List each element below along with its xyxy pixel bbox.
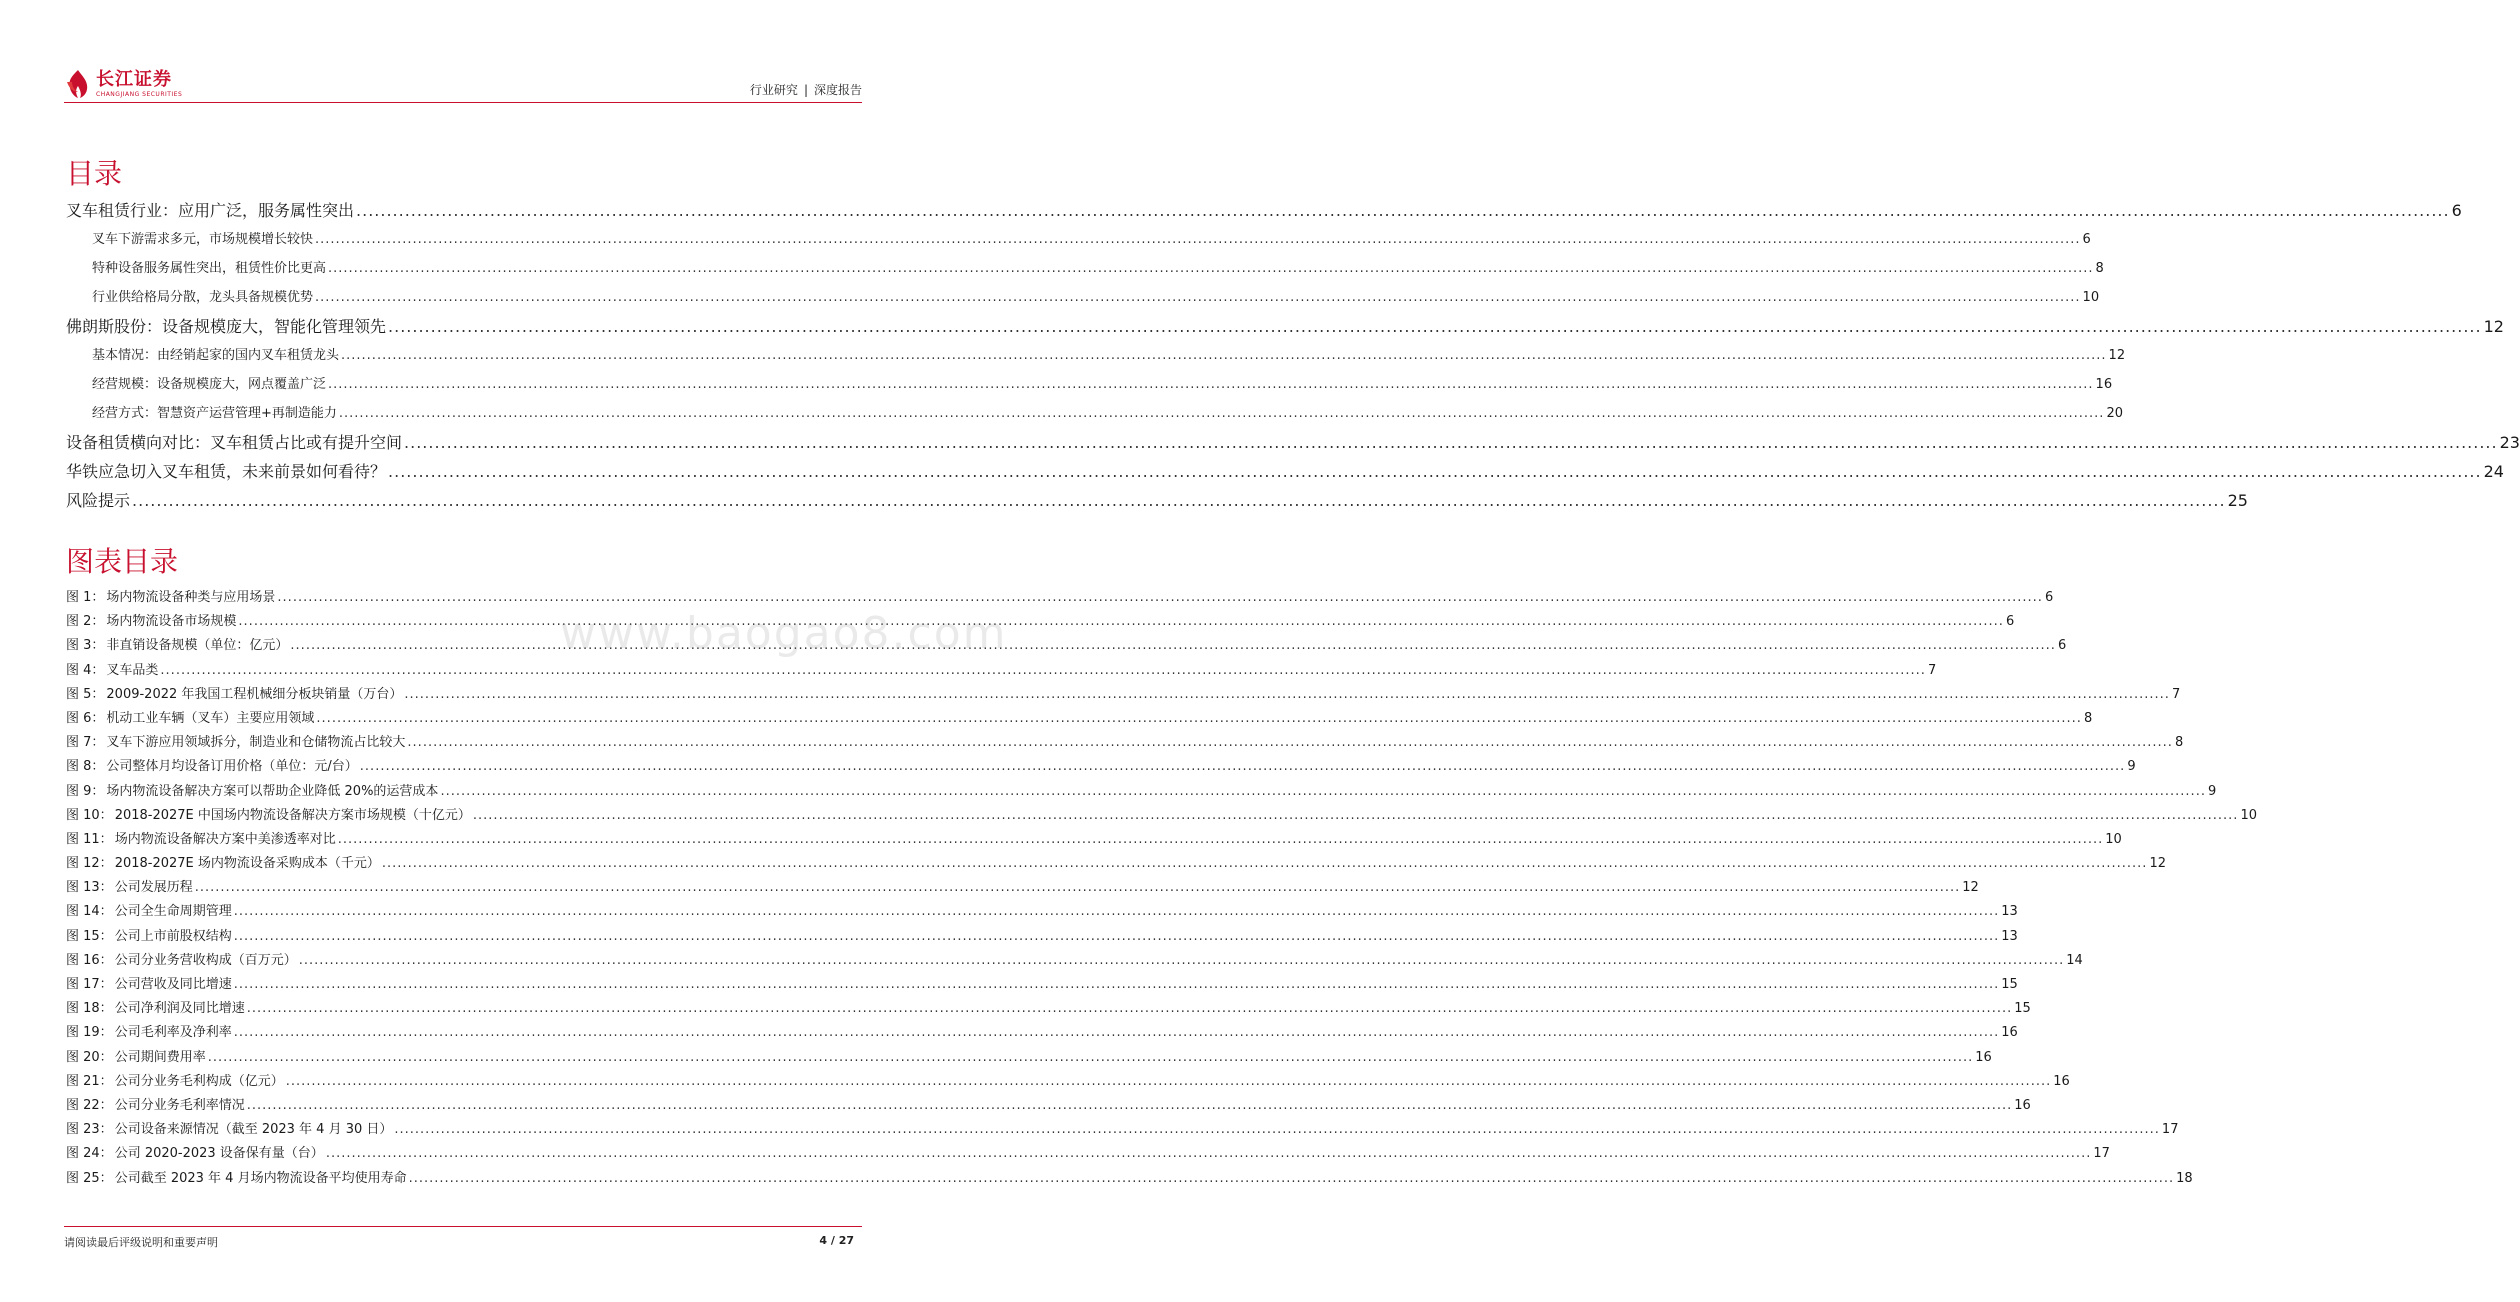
figure-index-entry[interactable] [66,1021,2018,1045]
figure-index-entry[interactable] [66,1167,2193,1191]
figure-leader-dots [234,1021,2000,1045]
figure-page: 16 [1975,1049,1992,1065]
figure-caption: 叉车品类 [106,662,159,678]
page-sep: / [830,1234,835,1247]
toc-entry-text: 行业供给格局分散，龙头具备规模优势 [92,290,314,305]
figure-label: 图 20： [66,1049,113,1065]
figure-page: 14 [2066,952,2083,968]
figure-caption: 公司全生命周期管理 [114,904,232,920]
figure-page: 9 [2207,783,2217,799]
figure-caption: 公司 2020-2023 设备保有量（台） [114,1146,324,1162]
figure-label: 图 9： [66,783,105,799]
page-current: 4 [819,1234,827,1247]
figure-page: 10 [2240,807,2257,823]
figure-leader-dots [234,973,2000,997]
figure-page: 9 [2127,759,2136,775]
toc-leader-dots [388,312,2482,341]
figure-page: 17 [2161,1122,2179,1138]
figure-index-entry[interactable] [66,1118,2179,1142]
figure-label: 图 5： [66,686,105,702]
figure-caption: 公司发展历程 [114,880,193,896]
figure-caption: 公司分业务毛利构成（亿元） [114,1073,284,1089]
toc-entry-text: 特种设备服务属性突出，租赁性价比更高 [92,261,327,276]
figure-caption: 机动工业车辆（叉车）主要应用领域 [106,710,315,726]
toc-entry-chapter[interactable] [66,486,2248,515]
toc-entry-text: 设备租赁横向对比：叉车租赁占比或有提升空间 [66,433,403,452]
figure-index-entry[interactable] [66,1142,2110,1166]
toc-leader-dots [328,370,2094,399]
figure-index-entry[interactable] [66,925,2018,949]
figure-leader-dots [208,1046,1974,1070]
figure-leader-dots [404,683,2170,707]
report-type-label [750,81,862,98]
toc-entry-text: 叉车下游需求多元，市场规模增长较快 [92,232,314,247]
toc-entry-page: 12 [2108,348,2126,363]
toc-entry-text: 经营规模：设备规模庞大，网点覆盖广泛 [92,377,327,392]
toc-entry-section[interactable] [66,254,2104,283]
figure-label: 图 25： [66,1170,113,1186]
toc-title: 目录 [66,157,123,190]
report-type: 深度报告 [813,83,862,97]
figure-page: 8 [2083,710,2093,726]
category-label: 行业研究 [749,83,798,97]
figure-page: 6 [2044,590,2054,605]
logo-cn-text: 长江证券 [96,68,172,90]
figure-leader-dots [409,1167,2175,1191]
figure-caption: 场内物流设备市场规模 [106,614,237,630]
figure-index-entry[interactable] [66,731,2184,755]
toc-entry-text: 华铁应急切入叉车租赁，未来前景如何看待？ [66,462,387,481]
figure-index-entry[interactable] [66,659,1937,683]
toc-leader-dots [315,283,2081,312]
toc-entry-section[interactable] [66,370,2113,399]
figure-leader-dots [299,949,2065,973]
figure-index-entry[interactable] [66,852,2166,876]
toc-entry-section[interactable] [66,399,2123,428]
figure-caption: 公司设备来源情况（截至 2023 年 4 月 30 日） [114,1122,393,1138]
figure-caption: 2009-2022 年我国工程机械细分板块销量（万台） [106,686,403,702]
watermark: www.baogao8.com [560,608,1008,659]
figure-index-entry[interactable] [66,707,2093,731]
figure-label: 图 14： [66,904,113,920]
figure-leader-dots [286,1070,2052,1094]
toc-entry-chapter[interactable] [66,196,2462,225]
toc-entry-text: 风险提示 [66,491,131,510]
figure-page: 18 [2176,1170,2193,1186]
header-divider [64,102,862,103]
figure-caption: 场内物流设备种类与应用场景 [106,590,276,605]
figure-caption: 叉车下游应用领域拆分，制造业和仓储物流占比较大 [106,735,406,751]
figure-label: 图 17： [66,977,113,992]
figure-page: 17 [2093,1146,2110,1162]
figure-caption: 公司分业务营收构成（百万元） [114,952,297,968]
figure-label: 图 1： [66,590,105,605]
figure-page: 13 [2001,904,2018,920]
figure-page: 16 [2053,1073,2070,1089]
figure-label: 图 23： [66,1122,113,1138]
logo-flame-icon [64,68,92,100]
figure-leader-dots [440,780,2206,804]
figure-page: 8 [2174,735,2184,751]
figure-index-entry[interactable] [66,586,2054,610]
figure-label: 图 24： [66,1146,113,1162]
figure-leader-dots [326,1142,2092,1166]
figure-index-entry[interactable] [66,828,2122,852]
figure-leader-dots [360,755,2126,779]
figure-leader-dots [160,659,1926,683]
figure-leader-dots [473,804,2239,828]
figure-label: 图 7： [66,735,105,751]
footer-disclaimer: 请阅读最后评级说明和重要声明 [64,1236,218,1249]
figure-leader-dots [382,852,2148,876]
figure-caption: 非直销设备规模（单位：亿元） [106,638,289,654]
toc-entry-text: 佛朗斯股份：设备规模庞大，智能化管理领先 [66,317,387,336]
toc-entry-text: 基本情况：由经销起家的国内叉车租赁龙头 [92,348,340,363]
toc-entry-section[interactable] [66,225,2091,254]
figure-page: 6 [2057,638,2067,654]
figure-page: 16 [2014,1097,2031,1113]
figure-index-entry[interactable] [66,683,2181,707]
figure-leader-dots [234,925,2000,949]
toc-entry-chapter[interactable] [66,312,2504,341]
figure-caption: 场内物流设备解决方案可以帮助企业降低 20%的运营成本 [106,783,439,799]
figure-leader-dots [407,731,2173,755]
figure-leader-dots [290,634,2056,658]
figure-caption: 公司净利润及同比增速 [114,1001,245,1017]
figure-page: 7 [2171,686,2181,702]
figure-index-title: 图表目录 [66,545,179,578]
figure-page: 15 [2014,1001,2031,1017]
figure-leader-dots [238,610,2004,634]
figure-leader-dots [247,1094,2013,1118]
toc-entry-page: 25 [2227,491,2248,510]
toc-leader-dots [388,457,2482,486]
toc-entry-chapter[interactable] [66,457,2504,486]
figure-caption: 2018-2027E 场内物流设备采购成本（千元） [114,856,380,872]
figure-label: 图 8： [66,759,105,775]
figure-caption: 2018-2027E 中国场内物流设备解决方案市场规模（十亿元） [114,807,471,823]
figure-label: 图 16： [66,952,113,968]
figure-leader-dots [394,1118,2160,1142]
toc-entry-page: 8 [2095,261,2104,276]
figure-caption: 公司上市前股权结构 [114,928,232,944]
figure-label: 图 19： [66,1025,113,1041]
figure-label: 图 11： [66,831,113,847]
toc-entry-text: 经营方式：智慧资产运营管理+再制造能力 [92,406,337,421]
figure-caption: 公司截至 2023 年 4 月场内物流设备平均使用寿命 [114,1170,407,1186]
figure-leader-dots [247,997,2013,1021]
toc-leader-dots [132,486,2226,515]
figure-index-list [66,586,2257,1191]
toc-entry-page: 6 [2451,201,2462,220]
figure-label: 图 3： [66,638,105,654]
toc-entry-page: 23 [2499,433,2520,452]
toc-entry-page: 6 [2082,232,2091,247]
figure-caption: 公司整体月均设备订用价格（单位：元/台） [106,759,358,775]
figure-leader-dots [277,586,2043,610]
figure-index-entry[interactable] [66,900,2018,924]
figure-index-entry[interactable] [66,1070,2070,1094]
figure-page: 15 [2001,977,2018,992]
figure-label: 图 6： [66,710,105,726]
figure-label: 图 2： [66,614,105,630]
figure-page: 16 [2001,1025,2018,1041]
toc-entry-page: 16 [2095,377,2113,392]
footer-divider [64,1226,862,1227]
toc-leader-dots [339,399,2105,428]
toc-leader-dots [328,254,2094,283]
toc-leader-dots [404,428,2498,457]
toc-entry-section[interactable] [66,341,2126,370]
figure-index-entry[interactable] [66,949,2083,973]
figure-index-entry[interactable] [66,973,2018,997]
figure-index-entry[interactable] [66,997,2031,1021]
figure-caption: 公司期间费用率 [114,1049,206,1065]
figure-label: 图 12： [66,856,113,872]
toc-entry-section[interactable] [66,283,2100,312]
figure-caption: 场内物流设备解决方案中美渗透率对比 [114,831,336,847]
figure-index-entry[interactable] [66,1046,1992,1070]
figure-page: 10 [2105,831,2122,847]
toc-leader-dots [315,225,2081,254]
figure-label: 图 21： [66,1073,113,1089]
page-total: 27 [838,1234,854,1247]
figure-label: 图 22： [66,1097,113,1113]
figure-label: 图 15： [66,928,113,944]
figure-page: 6 [2005,614,2015,630]
toc-entry-text: 叉车租赁行业：应用广泛，服务属性突出 [66,201,355,220]
figure-label: 图 18： [66,1001,113,1017]
toc-leader-dots [341,341,2107,370]
figure-page: 12 [1962,880,1979,896]
figure-leader-dots [195,876,1961,900]
figure-index-entry[interactable] [66,780,2217,804]
figure-page: 7 [1927,662,1937,678]
figure-leader-dots [234,900,2000,924]
logo-en-text: CHANGJIANG SECURITIES [96,90,183,98]
page-header [64,64,862,104]
figure-page: 13 [2001,928,2018,944]
figure-caption: 公司分业务毛利率情况 [114,1097,245,1113]
figure-index-entry[interactable] [66,804,2257,828]
figure-index-entry[interactable] [66,755,2136,779]
figure-caption: 公司营收及同比增速 [114,977,232,992]
figure-index-entry[interactable] [66,876,1979,900]
toc-list [66,196,2520,515]
page-number [819,1234,854,1247]
figure-leader-dots [338,828,2104,852]
toc-entry-page: 10 [2082,290,2100,305]
figure-label: 图 10： [66,807,113,823]
toc-entry-page: 20 [2106,406,2123,421]
figure-leader-dots [316,707,2082,731]
toc-entry-page: 24 [2483,462,2504,481]
figure-page: 12 [2149,856,2166,872]
toc-entry-chapter[interactable] [66,428,2520,457]
figure-caption: 公司毛利率及净利率 [114,1025,232,1041]
figure-index-entry[interactable] [66,1094,2031,1118]
header-separator: | [803,83,808,97]
figure-label: 图 4： [66,662,105,678]
toc-leader-dots [356,196,2450,225]
company-logo [64,64,182,104]
figure-label: 图 13： [66,880,113,896]
toc-entry-page: 12 [2483,317,2504,336]
